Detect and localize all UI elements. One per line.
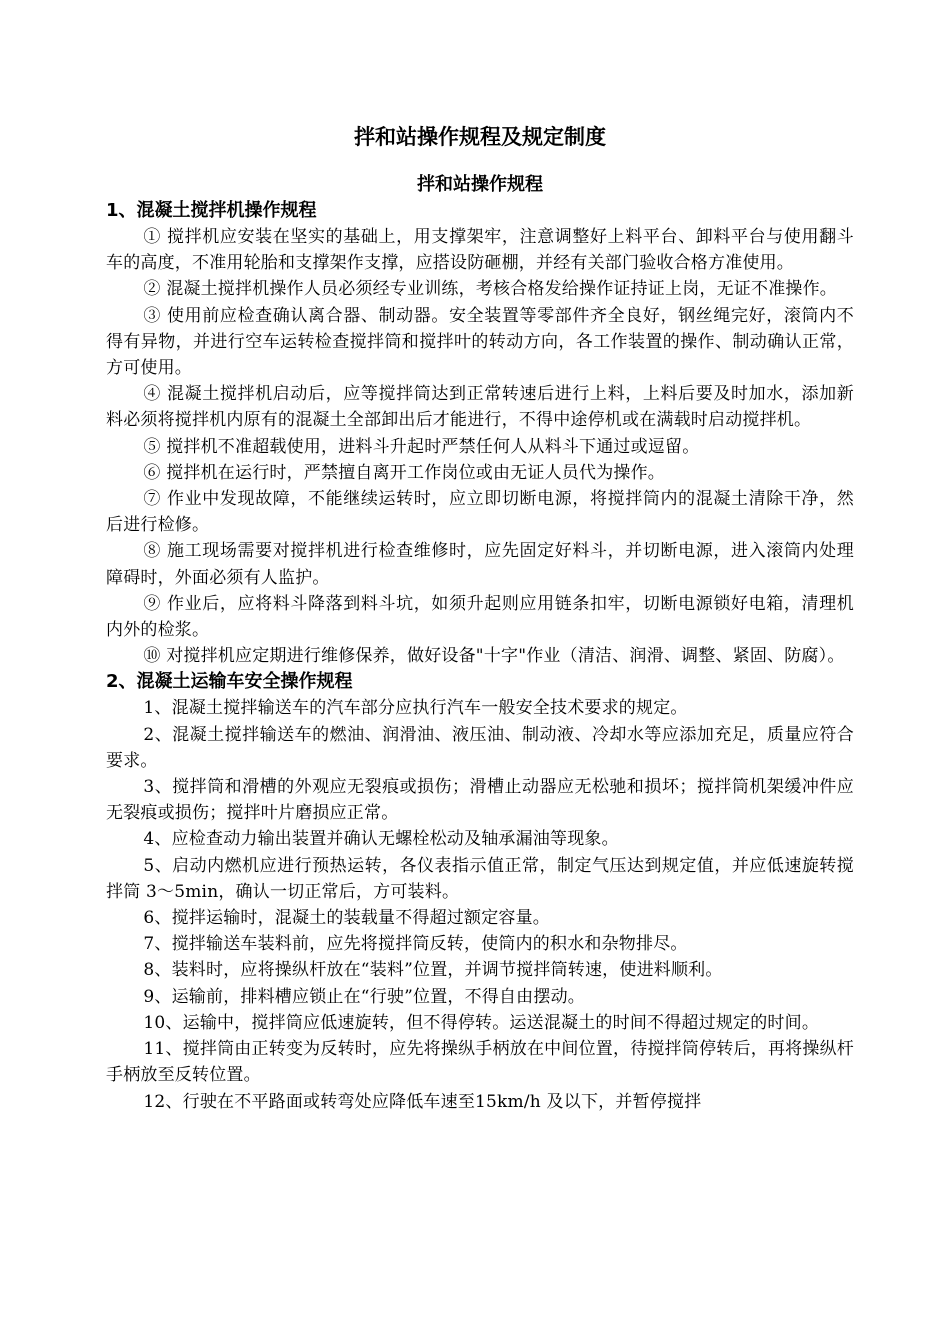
paragraph: ⑩ 对搅拌机应定期进行维修保养，做好设备"十字"作业（清洁、润滑、调整、紧固、防腐）。 [143,646,845,667]
paragraph: ③ 使用前应检查确认离合器、制动器。安全装置等零部件齐全良好，钢丝绳完好，滚筒内不得有异物，并进行空车运转检查搅拌筒和搅拌叶的转动方向，各工作装置的操作、制动确认正常，方可使用。 [106,305,854,379]
paragraph: 11、搅拌筒由正转变为反转时，应先将操纵手柄放在中间位置，待搅拌筒停转后，再将操纵杆手柄放至反转位置。 [106,1039,854,1086]
section-heading: 2、混凝土运输车安全操作规程 [106,671,353,693]
paragraph: 6、搅拌运输时，混凝土的装载量不得超过额定容量。 [143,908,551,929]
paragraph: ⑧ 施工现场需要对搅拌机进行检查维修时，应先固定好料斗，并切断电源，进入滚筒内处理障碍时，外面必须有人监护。 [106,541,854,588]
section-heading: 1、混凝土搅拌机操作规程 [106,200,317,221]
document-title: 拌和站操作规程及规定制度 [354,125,606,149]
paragraph: ⑤ 搅拌机不准超载使用，进料斗升起时严禁任何人从料斗下通过或逗留。 [143,436,700,457]
paragraph: 1、混凝土搅拌输送车的汽车部分应执行汽车一般安全技术要求的规定。 [143,698,688,719]
paragraph: ② 混凝土搅拌机操作人员必须经专业训练，考核合格发给操作证持证上岗，无证不准操作。 [143,279,837,300]
section-transport-truck [106,669,854,1114]
paragraph: 3、搅拌筒和滑槽的外观应无裂痕或损伤；滑槽止动器应无松驰和损坏；搅拌筒机架缓冲件应无裂痕或损伤；搅拌叶片磨损应正常。 [106,777,854,824]
paragraph: 2、混凝土搅拌输送车的燃油、润滑油、液压油、制动液、冷却水等应添加充足，质量应符合要求。 [106,724,854,771]
paragraph: ⑥ 搅拌机在运行时，严禁擅自离开工作岗位或由无证人员代为操作。 [143,462,665,483]
paragraph: ⑨ 作业后，应将料斗降落到料斗坑，如须升起则应用链条扣牢，切断电源锁好电箱，清理机内外的检浆。 [106,593,854,641]
paragraph: 8、装料时，应将操纵杆放在“装料”位置，并调节搅拌筒转速，使进料顺利。 [143,960,723,981]
document-subtitle: 拌和站操作规程 [417,174,543,195]
paragraph: 5、启动内燃机应进行预热运转，各仪表指示值正常，制定气压达到规定值，并应低速旋转搅拌筒 3～5min，确认一切正常后，方可装料。 [106,855,854,902]
paragraph: ⑦ 作业中发现故障，不能继续运转时，应立即切断电源，将搅拌筒内的混凝土清除干净，然后进行检修。 [106,489,854,536]
paragraph: ① 搅拌机应安装在坚实的基础上，用支撑架牢，注意调整好上料平台、卸料平台与使用翻斗车的高度，不准用轮胎和支撑架作支撑，应搭设防砸棚，并经有关部门验收合格方准使用。 [106,227,854,274]
paragraph: 10、运输中，搅拌筒应低速旋转，但不得停转。运送混凝土的时间不得超过规定的时间。 [143,1012,820,1033]
paragraph: 9、运输前，排料槽应锁止在“行驶”位置，不得自由摆动。 [143,986,585,1007]
paragraph: 4、应检查动力输出装置并确认无螺栓松动及轴承漏油等现象。 [143,829,619,850]
paragraph: 12、行驶在不平路面或转弯处应降低车速至15km/h 及以下，并暂停搅拌 [143,1091,702,1112]
section-mixer [106,198,854,669]
paragraph: ④ 混凝土搅拌机启动后，应等搅拌筒达到正常转速后进行上料，上料后要及时加水，添加新料必须将搅拌机内原有的混凝土全部卸出后才能进行，不得中途停机或在满载时启动搅拌机。 [106,384,854,431]
paragraph: 7、搅拌输送车装料前，应先将搅拌筒反转，使筒内的积水和杂物排尽。 [143,934,688,955]
